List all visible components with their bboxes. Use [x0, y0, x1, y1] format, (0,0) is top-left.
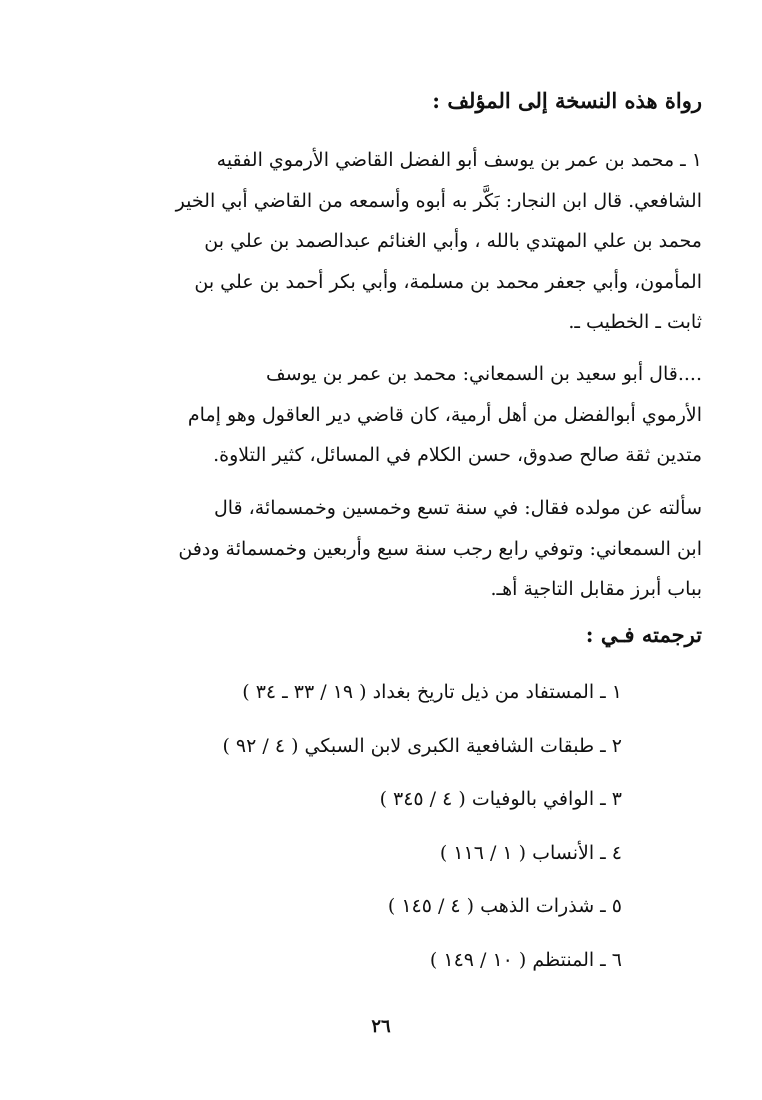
- biography-heading: ترجمته فـي :: [585, 622, 702, 647]
- narrators-heading: رواة هذه النسخة إلى المؤلف :: [432, 88, 702, 113]
- paragraph-samani-quote: [60, 354, 702, 476]
- text-line: متدين ثقة صالح صدوق، حسن الكلام في المسائل، كثير التلاوة.: [213, 444, 702, 466]
- paragraph-birth-death: [60, 488, 702, 610]
- reference-item: ٦ ـ المنتظم ( ١٠ / ١٤٩ ): [429, 948, 622, 971]
- text-line: سألته عن مولده فقال: في سنة تسع وخمسين وخمسمائة، قال: [213, 497, 702, 519]
- paragraph-narrator-1: [60, 140, 702, 343]
- reference-item: ٣ ـ الوافي بالوفيات ( ٤ / ٣٤٥ ): [379, 788, 622, 810]
- text-line: المأمون، وأبي جعفر محمد بن مسلمة، وأبي بكر أحمد بن علي بن: [194, 270, 702, 293]
- text-line: ١ ـ محمد بن عمر بن يوسف أبو الفضل القاضي الأرموي الفقيه: [216, 149, 702, 171]
- reference-list: [222, 670, 622, 991]
- reference-item: ٢ ـ طبقات الشافعية الكبرى لابن السبكي ( ٤ / ٩٢ ): [222, 734, 622, 757]
- reference-item: ٤ ـ الأنساب ( ١ / ١١٦ ): [439, 841, 622, 864]
- page-number: ٢٦: [371, 1016, 391, 1037]
- text-line: ....قال أبو سعيد بن السمعاني: محمد بن عمر بن يوسف: [266, 363, 702, 385]
- reference-item: ١ ـ المستفاد من ذيل تاريخ بغداد ( ١٩ / ٣٣ ـ ٣٤ ): [242, 681, 622, 703]
- text-line: الأرموي أبوالفضل من أهل أرمية، كان قاضي دير العاقول وهو إمام: [187, 403, 702, 426]
- text-line: ابن السمعاني: وتوفي رابع رجب سنة سبع وأربعين وخمسمائة ودفن: [178, 537, 702, 560]
- text-line: ثابت ـ الخطيب ـ.: [568, 311, 702, 333]
- text-line: الشافعي. قال ابن النجار: بَكَّر به أبوه وأسمعه من القاضي أبي الخير: [175, 189, 702, 212]
- text-line: بباب أبرز مقابل التاجية أهـ.: [490, 578, 702, 600]
- text-line: محمد بن علي المهتدي بالله ، وأبي الغنائم عبدالصمد بن علي بن: [204, 230, 702, 252]
- reference-item: ٥ ـ شذرات الذهب ( ٤ / ١٤٥ ): [387, 895, 622, 917]
